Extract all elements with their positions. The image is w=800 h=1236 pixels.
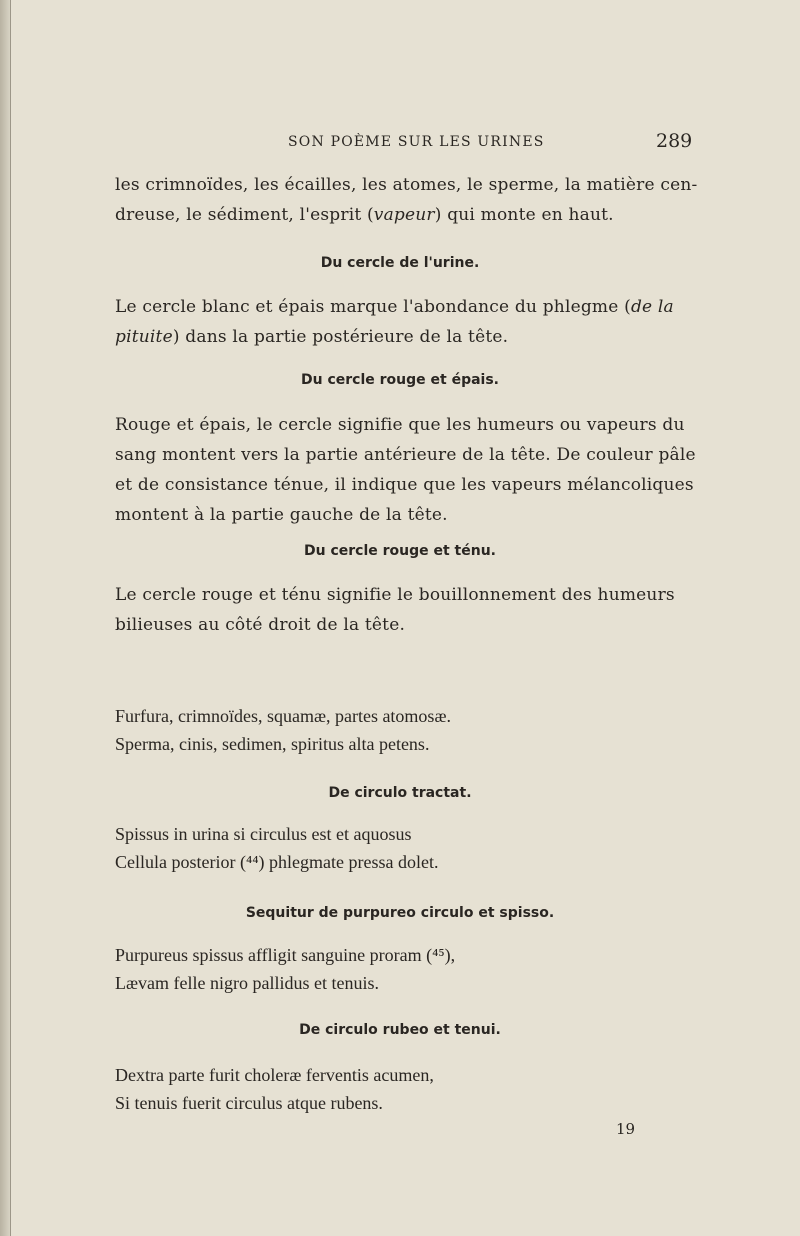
latin-verse-1-line-2: Sperma, cinis, sedimen, spiritus alta petens. <box>115 734 430 754</box>
paragraph-3-line-3: et de consistance ténue, il indique que les vapeurs mélancoliques <box>115 475 694 495</box>
latin-verse-4 <box>115 1061 434 1117</box>
page-number: 289 <box>656 130 693 152</box>
heading-de-circulo-rubeo: De circulo rubeo et tenui. <box>299 1022 501 1038</box>
latin-verse-1 <box>115 702 451 758</box>
paragraph-3-line-1: Rouge et épais, le cercle signifie que les humeurs ou vapeurs du <box>115 415 685 435</box>
latin-verse-3-line-1: Purpureus spissus affligit sanguine proram (⁴⁵), <box>115 945 456 965</box>
paragraph-1-line-1: les crimnoïdes, les écailles, les atomes, le sperme, la matière cen- <box>115 175 698 195</box>
paragraph-3-line-4: montent à la partie gauche de la tête. <box>115 505 448 525</box>
paragraph-4-line-2: bilieuses au côté droit de la tête. <box>115 615 406 635</box>
printer-signature-mark: 19 <box>616 1120 636 1138</box>
latin-verse-1-line-1: Furfura, crimnoïdes, squamæ, partes atomosæ. <box>115 706 451 726</box>
heading-cercle-urine: Du cercle de l'urine. <box>320 255 480 271</box>
paragraph-2-line-2: pituite) dans la partie postérieure de la tête. <box>115 327 509 347</box>
latin-verse-3-line-2: Lævam felle nigro pallidus et tenuis. <box>115 973 379 993</box>
running-title: SON POÈME SUR LES URINES <box>288 134 545 150</box>
latin-verse-2-line-2: Cellula posterior (⁴⁴) phlegmate pressa dolet. <box>115 852 439 872</box>
paragraph-3-line-2: sang montent vers la partie antérieure de la tête. De couleur pâle <box>115 445 696 465</box>
heading-cercle-rouge-epais: Du cercle rouge et épais. <box>301 372 499 388</box>
latin-verse-2-line-1: Spissus in urina si circulus est et aquosus <box>115 824 412 844</box>
paragraph-4 <box>115 580 690 640</box>
paragraph-2 <box>115 292 690 352</box>
latin-verse-4-line-1: Dextra parte furit choleræ ferventis acumen, <box>115 1065 434 1085</box>
heading-cercle-rouge-tenu: Du cercle rouge et ténu. <box>303 543 496 559</box>
heading-de-circulo-tractat: De circulo tractat. <box>328 785 472 801</box>
latin-verse-3 <box>115 941 455 997</box>
paragraph-1-line-2: dreuse, le sédiment, l'esprit (vapeur) qui monte en haut. <box>115 205 614 225</box>
italic-term-vapeur: vapeur <box>373 205 435 225</box>
paragraph-2-line-1: Le cercle blanc et épais marque l'abondance du phlegme (de la <box>115 297 674 317</box>
paragraph-1 <box>115 170 698 230</box>
latin-verse-2 <box>115 820 438 876</box>
paragraph-3 <box>115 410 696 530</box>
latin-verse-4-line-2: Si tenuis fuerit circulus atque rubens. <box>115 1093 383 1113</box>
heading-sequitur-purpureo: Sequitur de purpureo circulo et spisso. <box>245 905 555 921</box>
paragraph-4-line-1: Le cercle rouge et ténu signifie le bouillonnement des humeurs <box>115 585 675 605</box>
